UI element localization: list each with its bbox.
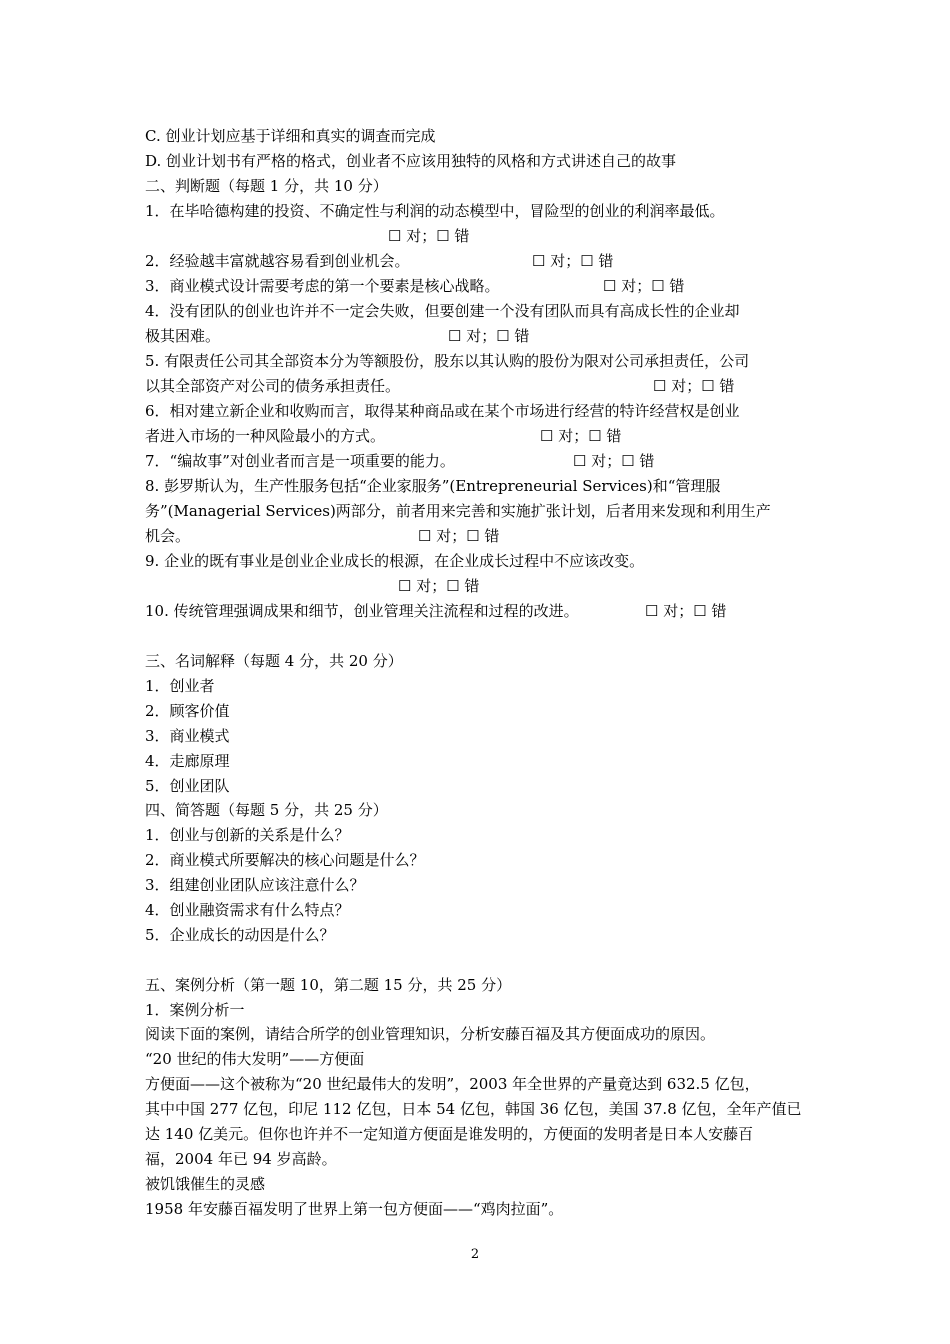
term-item: 5．创业团队 [145,777,230,795]
tf-question-9-choices[interactable]: ☐ 对；☐ 错 [398,577,480,595]
tf-question-3-choices[interactable]: ☐ 对；☐ 错 [603,277,685,295]
tf-question-7: 7．“编故事”对创业者而言是一项重要的能力。 [145,452,455,470]
option-c: C. 创业计划应基于详细和真实的调查而完成 [145,127,436,145]
term-item: 2．顾客价值 [145,702,230,720]
case-instruction: 阅读下面的案例，请结合所学的创业管理知识，分析安藤百福及其方便面成功的原因。 [145,1025,716,1043]
term-item: 3．商业模式 [145,727,230,745]
section-3-title: 三、名词解释（每题 4 分，共 20 分） [145,652,403,670]
term-item: 1．创业者 [145,677,215,695]
case-paragraph-line: 达 140 亿美元。但你也许并不一定知道方便面是谁发明的，方便面的发明者是日本人安藤百 [145,1125,754,1143]
short-answer-item: 5．企业成长的动因是什么？ [145,926,335,944]
case-paragraph-line: 方便面——这个被称为“20 世纪最伟大的发明”，2003 年全世界的产量竟达到 632.5 亿包， [145,1075,760,1093]
tf-question-1-choices[interactable]: ☐ 对；☐ 错 [388,227,470,245]
short-answer-item: 4．创业融资需求有什么特点？ [145,901,350,919]
case-subheading: 被饥饿催生的灵感 [145,1175,266,1193]
tf-question-4-line-2: 极其困难。 [145,327,221,345]
section-4-title: 四、简答题（每题 5 分，共 25 分） [145,801,388,819]
tf-question-5-line-1: 5. 有限责任公司其全部资本分为等额股份，股东以其认购的股份为限对公司承担责任，公司 [145,352,750,370]
short-answer-item: 1．创业与创新的关系是什么？ [145,826,350,844]
tf-question-10: 10. 传统管理强调成果和细节，创业管理关注流程和过程的改进。 [145,602,579,620]
tf-question-2-choices[interactable]: ☐ 对；☐ 错 [532,252,614,270]
tf-question-4-choices[interactable]: ☐ 对；☐ 错 [448,327,530,345]
tf-question-10-choices[interactable]: ☐ 对；☐ 错 [645,602,727,620]
tf-question-3: 3．商业模式设计需要考虑的第一个要素是核心战略。 [145,277,500,295]
tf-question-8-line-1: 8. 彭罗斯认为，生产性服务包括“企业家服务”(Entrepreneurial Services)和“管理服 [145,477,721,495]
page-number: 2 [470,1247,480,1262]
short-answer-item: 3．组建创业团队应该注意什么？ [145,876,365,894]
tf-question-6-choices[interactable]: ☐ 对；☐ 错 [540,427,622,445]
tf-question-1: 1．在毕哈德构建的投资、不确定性与利润的动态模型中，冒险型的创业的利润率最低。 [145,202,725,220]
tf-question-5-choices[interactable]: ☐ 对；☐ 错 [653,377,735,395]
term-item: 4．走廊原理 [145,752,230,770]
tf-question-9: 9. 企业的既有事业是创业企业成长的根源，在企业成长过程中不应该改变。 [145,552,645,570]
section-5-title: 五、案例分析（第一题 10，第二题 15 分，共 25 分） [145,976,512,994]
short-answer-item: 2．商业模式所要解决的核心问题是什么？ [145,851,425,869]
case-heading: 1．案例分析一 [145,1001,245,1019]
option-d: D. 创业计划书有严格的格式，创业者不应该用独特的风格和方式讲述自己的故事 [145,152,677,170]
tf-question-6-line-1: 6．相对建立新企业和收购而言，取得某种商品或在某个市场进行经营的特许经营权是创业 [145,402,740,420]
tf-question-8-line-3: 机会。 [145,527,191,545]
tf-question-8-line-2: 务”(Managerial Services)两部分，前者用来完善和实施扩张计划，后者用来发现和利用生产 [145,502,771,520]
tf-question-7-choices[interactable]: ☐ 对；☐ 错 [573,452,655,470]
tf-question-2: 2．经验越丰富就越容易看到创业机会。 [145,252,410,270]
tf-question-6-line-2: 者进入市场的一种风险最小的方式。 [145,427,386,445]
tf-question-8-choices[interactable]: ☐ 对；☐ 错 [418,527,500,545]
case-paragraph-line: 其中中国 277 亿包，印尼 112 亿包，日本 54 亿包，韩国 36 亿包，美国 37.8 亿包，全年产值已 [145,1100,802,1118]
case-paragraph-line: 1958 年安藤百福发明了世界上第一包方便面——“鸡肉拉面”。 [145,1200,564,1218]
case-subtitle: “20 世纪的伟大发明”——方便面 [145,1050,365,1068]
tf-question-4-line-1: 4．没有团队的创业也许并不一定会失败，但要创建一个没有团队而具有高成长性的企业却 [145,302,740,320]
section-2-title: 二、判断题（每题 1 分，共 10 分） [145,177,388,195]
case-paragraph-line: 福，2004 年已 94 岁高龄。 [145,1150,337,1168]
tf-question-5-line-2: 以其全部资产对公司的债务承担责任。 [145,377,401,395]
